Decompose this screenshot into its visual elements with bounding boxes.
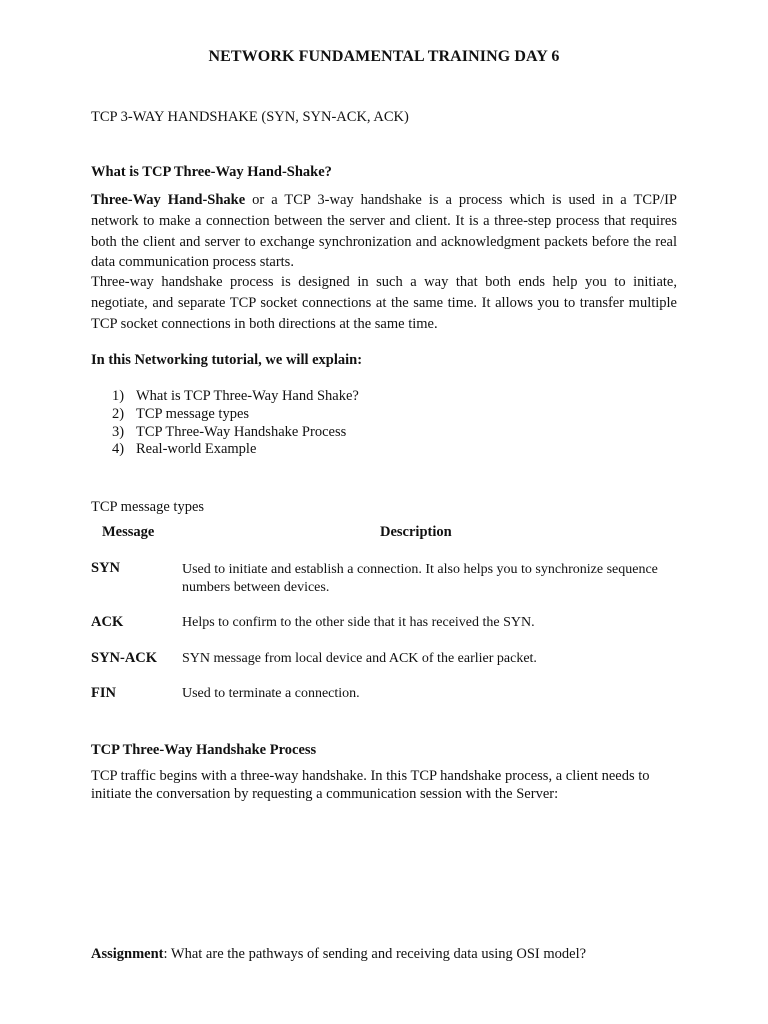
table-row-term: SYN-ACK <box>91 650 158 666</box>
list-number: 1) <box>112 388 125 404</box>
table-row-term: ACK <box>91 614 124 630</box>
assignment-text: : What are the pathways of sending and receiving data using OSI model? <box>163 946 587 962</box>
table-row-desc: Used to terminate a connection. <box>182 686 360 701</box>
assignment-line <box>91 946 586 963</box>
assignment-label: Assignment <box>91 946 164 962</box>
list-text: What is TCP Three-Way Hand Shake? <box>136 388 359 404</box>
table-row-term: SYN <box>91 560 121 576</box>
list-number: 2) <box>112 405 125 422</box>
list-text: TCP Three-Way Handshake Process <box>136 423 347 440</box>
list-item <box>112 424 359 442</box>
table-row-desc: SYN message from local device and ACK of the earlier packet. <box>182 651 537 666</box>
table-header-message: Message <box>102 524 155 540</box>
intro-paragraph-2: Three-way handshake process is designed in such a way that both ends help you to initiate, negotiate, and separate TCP socket connections at the same time. It allows you to transfer multiple TCP socket connections in both directions at the same time. <box>91 274 677 332</box>
list-text: TCP message types <box>136 405 250 422</box>
list-number: 3) <box>112 423 125 440</box>
document-title: NETWORK FUNDAMENTAL TRAINING DAY 6 <box>208 48 560 65</box>
intro-bold-term: Three-Way Hand-Shake <box>91 192 246 208</box>
process-paragraph: TCP traffic begins with a three-way handshake. In this TCP handshake process, a client needs to initiate the conversation by requesting a communication session with the Server: <box>91 768 650 802</box>
section-heading-what-is: What is TCP Three-Way Hand-Shake? <box>91 164 332 180</box>
list-number: 4) <box>112 441 125 458</box>
types-heading: TCP message types <box>91 499 205 515</box>
intro-text: or a TCP 3-way handshake is a process which is used in a TCP/IP network to make a connection between the server and client. It is a three-step process that requires both the client and server to exchange synchronization and acknowledgment packets before the real data communication process starts. <box>91 192 677 271</box>
tutorial-heading: In this Networking tutorial, we will explain: <box>91 352 363 368</box>
table-header-description: Description <box>380 524 452 540</box>
list-item <box>112 388 359 406</box>
list-text: Real-world Example <box>136 441 257 458</box>
list-item <box>112 441 359 459</box>
table-row-desc: Helps to confirm to the other side that it has received the SYN. <box>182 615 535 630</box>
list-item <box>112 406 359 424</box>
table-row-desc: Used to initiate and establish a connection. It also helps you to synchronize sequence numbers between devices. <box>182 562 658 595</box>
process-heading: TCP Three-Way Handshake Process <box>91 742 317 758</box>
tutorial-list <box>112 388 359 459</box>
intro-paragraph <box>91 190 677 273</box>
document-subtitle: TCP 3-WAY HANDSHAKE (SYN, SYN-ACK, ACK) <box>91 109 409 125</box>
table-row-term: FIN <box>91 685 116 701</box>
